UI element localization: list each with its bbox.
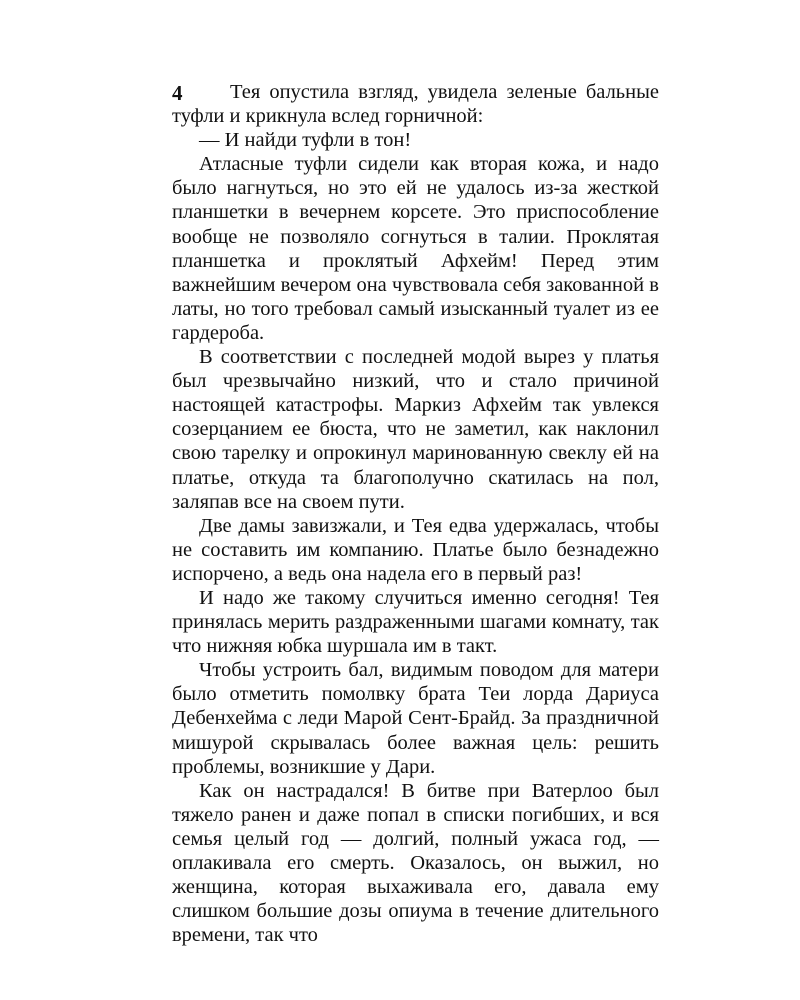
paragraph: Две дамы завизжали, и Тея едва удержалась, чтобы не составить им компанию. Платье было безнадежно испорчено, а ведь она надела его в первый раз! [172, 514, 659, 585]
page-number: 4 [172, 81, 183, 105]
paragraph: В соответствии с последней модой вырез у платья был чрезвычайно низкий, что и стало причиной настоящей катастрофы. Маркиз Афхейм так увлекся созерцанием ее бюста, что не заметил, как наклонил свою тарелку и опрокинул маринованную свеклу ей на платье, откуда та благополучно скатилась на пол, заляпав все на своем пути. [172, 346, 659, 513]
paragraph: Как он настрадался! В битве при Ватерлоо был тяжело ранен и даже попал в списки погибших, и вся семья целый год — долгий, полный ужаса год, — оплакивала его смерть. Оказалось, он выжил, но женщина, которая выхаживала его, давала ему слишком большие дозы опиума в течение длительного времени, так что [172, 779, 659, 947]
paragraph: И надо же такому случиться именно сегодня! Тея принялась мерить раздраженными шагами комнату, так что нижняя юбка шуршала им в такт. [172, 586, 659, 658]
paragraph: — И найди туфли в тон! [199, 129, 412, 152]
paragraph: Чтобы устроить бал, видимым поводом для матери было отметить помолвку брата Теи лорда Дариуса Дебенхейма с леди Марой Сент-Брайд. За праздничной мишурой скрывалась более важная цель: решить проблемы, возникшие у Дари. [172, 659, 659, 778]
body-text [172, 80, 659, 947]
paragraph: Тея опустила взгляд, увидела зеленые бальные туфли и крикнула вслед горничной: [172, 81, 659, 128]
paragraph: Атласные туфли сидели как вторая кожа, и надо было нагнуться, но это ей не удалось из-за жесткой планшетки в вечернем корсете. Это приспособление вообще не позволяло согнуться в талии. Проклятая планшетка и проклятый Афхейм! Перед этим важнейшим вечером она чувствовала себя закованной в латы, но того требовал самый изысканный туалет из ее гардероба. [172, 153, 659, 344]
